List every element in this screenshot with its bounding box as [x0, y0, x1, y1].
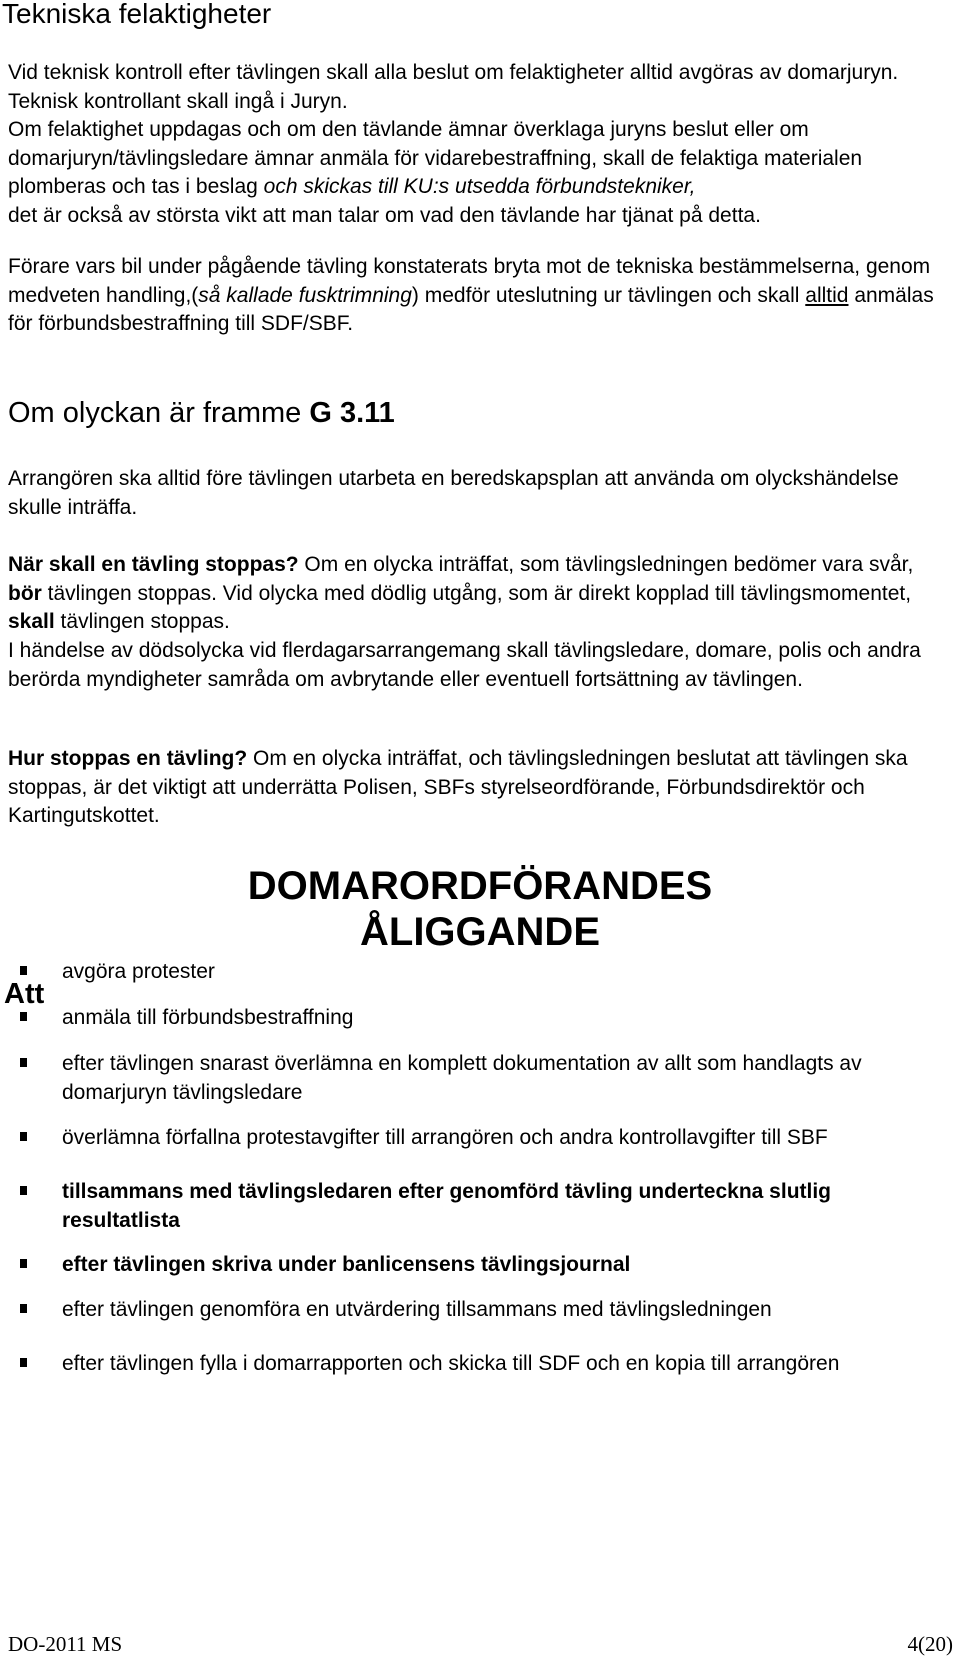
bullet-square-icon: [20, 1012, 27, 1021]
list-item-text: anmäla till förbundsbestraffning: [62, 1006, 354, 1029]
text-run-italic: och skickas till KU:s utsedda förbundstekniker,: [263, 175, 696, 198]
text-run: tävlingen stoppas. Vid olycka med dödlig utgång, som är direkt kopplad till tävlingsmomentet,: [41, 581, 912, 605]
paragraph-when-stop: [8, 551, 938, 637]
text-run: anmälas för förbundsbestraffning till SDF/SBF.: [8, 283, 934, 335]
title-line-2: ÅLIGGANDE: [360, 910, 600, 954]
bullet-square-icon: [20, 1304, 27, 1313]
list-item-text: tillsammans med tävlingsledaren efter genomförd tävling underteckna slutlig resultatlista: [62, 1180, 832, 1232]
bullet-square-icon: [20, 966, 27, 975]
heading-rule-ref: G 3.11: [309, 397, 395, 429]
text-run-underline: alltid: [805, 283, 849, 307]
text-run: ) medför uteslutning ur tävlingen och skall: [411, 283, 806, 307]
list-item-text: avgöra protester: [62, 960, 215, 983]
list-item-text: efter tävlingen skriva under banlicensens tävlingsjournal: [62, 1253, 631, 1276]
paragraph-driver-exclusion: [8, 253, 938, 339]
paragraph-how-stop: [8, 745, 938, 831]
bold-question: Hur stoppas en tävling?: [8, 747, 248, 770]
title-line-1: DOMARORDFÖRANDES: [247, 864, 713, 908]
text-run: det är också av största vikt att man talar om vad den tävlande har tjänat på detta.: [8, 203, 761, 227]
list-intro-label: Att: [4, 978, 45, 1010]
footer-page-number: 4(20): [907, 1632, 953, 1656]
text-run: Om en olycka inträffat, som tävlingsledningen bedömer vara svår,: [298, 553, 914, 576]
bold-word: skall: [8, 610, 55, 633]
bold-word: bör: [8, 581, 42, 605]
paragraph-technical-control: [8, 59, 938, 230]
list-item-text: efter tävlingen fylla i domarrapporten och skicka till SDF och en kopia till arrangören: [62, 1352, 840, 1375]
list-item-text: efter tävlingen snarast överlämna en komplett dokumentation av allt som handlagts av domarjuryn tävlingsledare: [62, 1052, 862, 1104]
section-heading-technical-faults: Tekniska felaktigheter: [2, 0, 272, 29]
footer-document-id: DO-2011 MS: [8, 1632, 123, 1656]
paragraph-fatal-accident: I händelse av dödsolycka vid flerdagarsarrangemang skall tävlingsledare, domare, polis och andra berörda myndigheter samråda om avbrytande eller eventuell fortsättning av tävlingen.: [8, 639, 921, 691]
text-run: Om en olycka inträffat, och tävlingsledningen beslutat att tävlingen ska stoppas, är det viktigt att underrätta Polisen, SBFs styrelseordförande, Förbundsdirektör och Kartingutskottet.: [8, 747, 908, 827]
list-item-text: överlämna förfallna protestavgifter till arrangören och andra kontrollavgifter till SBF: [62, 1126, 828, 1149]
bullet-square-icon: [20, 1358, 27, 1367]
list-item-text: efter tävlingen genomföra en utvärdering tillsammans med tävlingsledningen: [62, 1298, 772, 1321]
bullet-square-icon: [20, 1058, 27, 1067]
bullet-square-icon: [20, 1186, 27, 1195]
bullet-square-icon: [20, 1259, 27, 1268]
text-run-italic: så kallade fusktrimning: [198, 283, 412, 307]
text-run: Vid teknisk kontroll efter tävlingen skall alla beslut om felaktigheter alltid avgöras av domarjuryn. Teknisk kontrollant skall ingå i Juryn.: [8, 61, 899, 113]
bold-question: När skall en tävling stoppas?: [8, 553, 299, 576]
text-run: Om felaktighet uppdagas och om den tävlande ämnar överklaga juryns beslut eller om domarjuryn/tävlingsledare ämnar anmäla för vidarebestraffning, skall de felaktiga materialen plomberas och tas i beslag: [8, 118, 863, 198]
section-heading-accident: [8, 396, 395, 430]
text-run: tävlingen stoppas.: [54, 610, 230, 633]
heading-text: Om olyckan är framme: [8, 397, 310, 429]
text-run: Förare vars bil under pågående tävling konstaterats bryta mot de tekniska bestämmelserna, genom medveten handling,(: [8, 255, 931, 307]
title-duties: [180, 863, 780, 955]
bullet-square-icon: [20, 1132, 27, 1141]
paragraph-preparedness-plan: Arrangören ska alltid före tävlingen utarbeta en beredskapsplan att använda om olyckshändelse skulle inträffa.: [8, 467, 899, 519]
